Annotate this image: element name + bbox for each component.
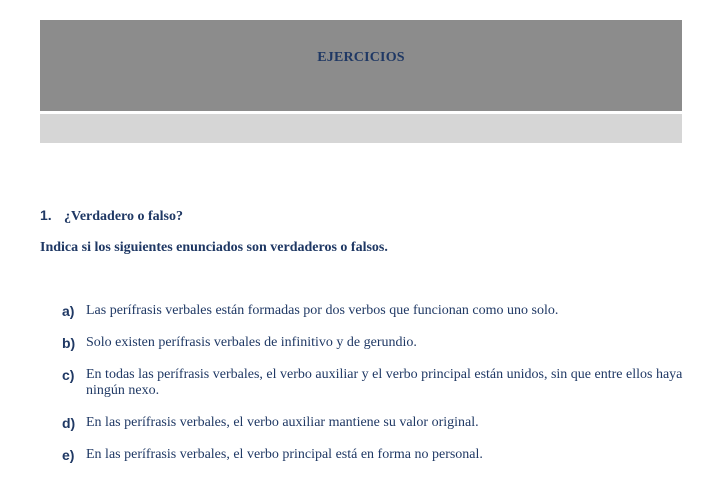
statement-letter: d): [62, 415, 76, 431]
statement-letter: c): [62, 367, 75, 383]
statement-item: [62, 415, 687, 431]
statement-text: En las perífrasis verbales, el verbo principal está en forma no personal.: [86, 447, 483, 462]
statement-item: [62, 447, 687, 463]
statement-text: En las perífrasis verbales, el verbo auxiliar mantiene su valor original.: [86, 415, 479, 430]
statement-item: [62, 335, 687, 351]
statement-list: [62, 303, 687, 479]
statement-text: En todas las perífrasis verbales, el verbo auxiliar y el verbo principal están unidos, sin que entre ellos haya ningún nexo.: [86, 367, 683, 398]
statement-letter: b): [62, 335, 76, 351]
header-subband: [40, 114, 682, 143]
exercise-title: ¿Verdadero o falso?: [64, 209, 183, 224]
statement-item: [62, 367, 687, 399]
exercise-instruction: Indica si los siguientes enunciados son verdaderos o falsos.: [40, 240, 388, 255]
statement-letter: e): [62, 447, 75, 463]
statement-letter: a): [62, 303, 75, 319]
statement-text: Solo existen perífrasis verbales de infinitivo y de gerundio.: [86, 335, 417, 350]
statement-item: [62, 303, 687, 319]
header-band: [40, 20, 682, 111]
exercise-number: 1.: [40, 207, 52, 223]
page-title: EJERCICIOS: [317, 50, 405, 65]
statement-text: Las perífrasis verbales están formadas por dos verbos que funcionan como uno solo.: [86, 303, 559, 318]
exercise-heading: [40, 207, 183, 225]
